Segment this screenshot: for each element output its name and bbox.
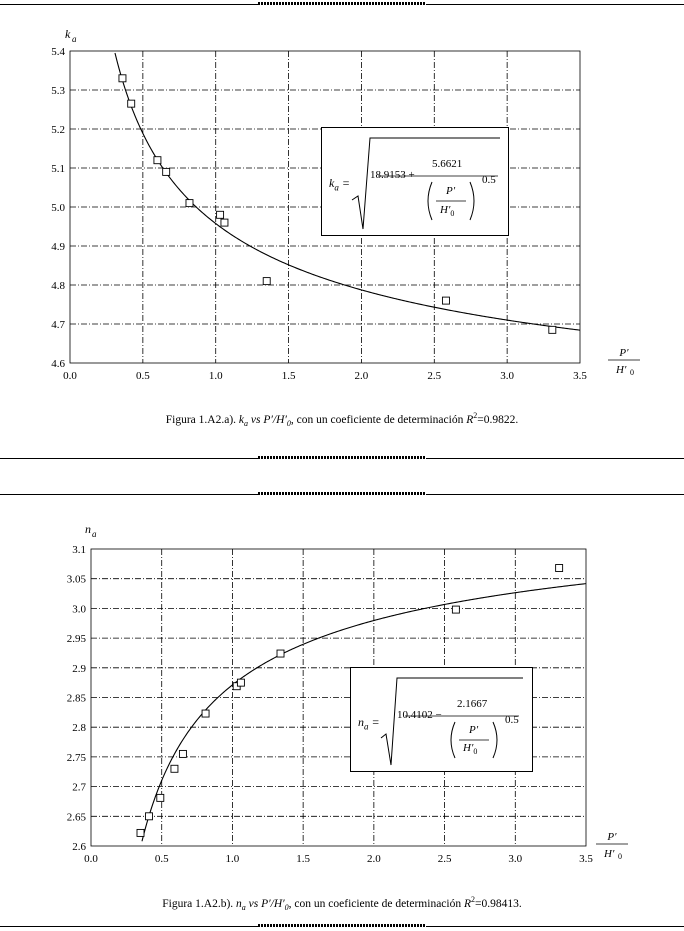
middle-rule-2-mark: [258, 492, 426, 495]
formula-box-ka: [321, 127, 509, 236]
na-y-tick-label: 2.8: [72, 722, 86, 735]
na-x-tick-label: 0.5: [154, 853, 169, 865]
na-y-tick-label: 2.7: [72, 781, 86, 794]
na-x-tick-label: 1.5: [296, 853, 311, 865]
na-y-tick-label: 2.9: [72, 662, 86, 675]
formula-inner-den-na: $H'_0$: [463, 742, 478, 757]
ka-y-axis-label-sub: a: [72, 34, 77, 44]
formula-lhs-ka: $k_a$ =: [329, 176, 350, 193]
ka-y-tick-label: 5.3: [51, 85, 65, 97]
na-data-point: [556, 565, 563, 572]
middle-rule-1-mark: [258, 456, 426, 459]
bottom-rule-mark: [258, 924, 426, 927]
chart-na: [0, 500, 684, 880]
ka-y-tick-label: 5.1: [51, 163, 65, 175]
ka-data-point: [263, 278, 270, 285]
ka-data-point: [186, 200, 193, 207]
ka-x-axis-label-den: H′: [616, 364, 627, 376]
formula-inner-num-na: P′: [469, 724, 479, 736]
na-x-tick-label: 3.5: [579, 853, 593, 865]
ka-x-axis-label-num: P′: [619, 347, 629, 359]
na-data-point: [452, 606, 459, 613]
na-y-tick-label: 2.65: [66, 811, 86, 824]
ka-data-point: [119, 75, 126, 82]
na-x-axis-label-den-sub: 0: [618, 852, 622, 861]
ka-y-tick-label: 4.8: [51, 280, 65, 292]
ka-x-tick-label: 1.0: [208, 370, 223, 382]
formula-numerator-na: 2.1667: [457, 698, 488, 710]
formula-const-na: 10.4102 −: [397, 709, 442, 721]
na-y-tick-label: 3.0: [72, 603, 86, 616]
na-x-axis-label-den: H′: [604, 848, 615, 860]
ka-data-point: [221, 219, 228, 226]
ka-x-tick-label: 1.5: [281, 370, 296, 382]
ka-y-tick-label: 5.4: [51, 46, 65, 58]
formula-lhs-na: $n_a$ =: [358, 715, 380, 732]
ka-data-point: [549, 326, 556, 333]
ka-y-tick-label: 4.9: [51, 241, 65, 253]
na-x-tick-label: 1.0: [225, 853, 240, 865]
caption-a: Figura 1.A2.a). $k_a$ vs $P'/H'_0$, con un coeficiente de determinación $R^2=0.9822$.: [165, 411, 519, 429]
na-data-point: [237, 679, 244, 686]
ka-y-tick-label: 5.2: [51, 124, 65, 136]
na-y-tick-label: 2.75: [66, 751, 86, 764]
ka-x-tick-label: 0.5: [135, 370, 150, 382]
na-y-tick-label: 2.6: [72, 841, 86, 853]
caption-b: Figura 1.A2.b). $n_a$ vs $P'/H'_0$, con un coeficiente de determinación $R^2=0.98413$.: [162, 895, 522, 913]
na-data-point: [202, 710, 209, 717]
ka-data-point: [128, 100, 135, 107]
na-y-tick-label: 2.85: [66, 692, 86, 705]
ka-y-axis-label: k: [65, 27, 71, 41]
formula-inner-num-ka: P′: [446, 185, 456, 197]
ka-x-tick-label: 0.0: [63, 370, 77, 382]
formula-inner-den-ka: $H'_0$: [440, 204, 455, 219]
na-x-axis-label-num: P′: [607, 831, 617, 843]
ka-y-tick-label: 4.6: [51, 358, 65, 370]
ka-x-tick-label: 3.0: [500, 370, 515, 382]
ka-data-point: [442, 297, 449, 304]
ka-x-tick-label: 2.5: [427, 370, 442, 382]
na-data-point: [157, 794, 164, 801]
ka-y-tick-label: 4.7: [51, 319, 65, 331]
ka-x-tick-label: 3.5: [573, 370, 587, 382]
ka-data-point: [154, 157, 161, 164]
na-y-tick-label: 3.05: [66, 573, 86, 586]
na-x-tick-label: 3.0: [508, 853, 523, 865]
formula-exponent-na: 0.5: [505, 714, 519, 726]
formula-exponent-ka: 0.5: [482, 174, 496, 186]
na-x-tick-label: 2.5: [437, 853, 452, 865]
na-data-point: [137, 829, 144, 836]
formula-box-na: [350, 667, 533, 772]
na-y-tick-label: 2.95: [66, 633, 86, 646]
ka-x-tick-label: 2.0: [354, 370, 369, 382]
na-y-tick-label: 3.1: [72, 544, 86, 556]
ka-data-point: [217, 211, 224, 218]
formula-numerator-ka: 5.6621: [432, 158, 463, 170]
na-data-point: [179, 750, 186, 757]
na-x-tick-label: 0.0: [84, 853, 98, 865]
na-data-point: [171, 765, 178, 772]
ka-x-axis-label-den-sub: 0: [630, 368, 634, 377]
na-x-tick-label: 2.0: [366, 853, 381, 865]
na-data-point: [145, 813, 152, 820]
na-y-axis-label-sub: a: [92, 529, 97, 539]
na-data-point: [277, 650, 284, 657]
ka-data-point: [163, 168, 170, 175]
ka-y-tick-label: 5.0: [51, 202, 65, 214]
na-y-axis-label: n: [85, 522, 91, 536]
formula-const-ka: 18.9153 +: [370, 169, 415, 181]
